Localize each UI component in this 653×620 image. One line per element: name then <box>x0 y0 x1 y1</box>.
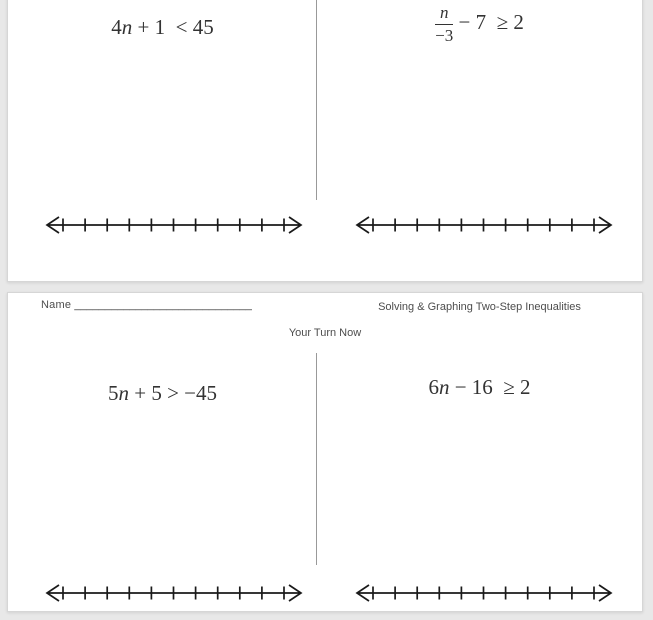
worksheet-page-2 <box>7 292 643 612</box>
equation-tail: + 1 < 45 <box>132 15 214 39</box>
problem-equation-3 <box>8 381 317 406</box>
coefficient: 4 <box>111 15 122 39</box>
worksheet-page-1 <box>7 0 643 282</box>
fraction-denominator: −3 <box>435 26 454 46</box>
variable: n <box>118 381 129 405</box>
problem-equation-2 <box>317 3 642 46</box>
variable: n <box>121 15 133 39</box>
name-label: Name <box>41 299 75 311</box>
fraction-numerator: n <box>439 3 449 22</box>
worksheet-title: Solving & Graphing Two-Step Inequalities <box>378 301 581 313</box>
name-field <box>41 299 252 311</box>
number-line <box>352 580 616 606</box>
equation-tail: − 7 ≥ 2 <box>453 10 524 35</box>
number-line <box>42 580 306 606</box>
coefficient: 6 <box>428 375 439 399</box>
name-blank-line: _____________________________ <box>74 299 252 311</box>
number-line <box>352 212 616 238</box>
fraction-bar <box>435 24 453 26</box>
section-subtitle: Your Turn Now <box>288 327 362 339</box>
equation-tail: − 16 ≥ 2 <box>449 375 531 399</box>
variable: n <box>438 375 450 399</box>
coefficient: 5 <box>107 381 119 405</box>
problem-equation-4 <box>317 375 642 400</box>
problem-equation-1 <box>8 15 317 40</box>
equation-tail: + 5 > −45 <box>128 381 218 405</box>
fraction <box>435 3 453 46</box>
number-line <box>42 212 306 238</box>
